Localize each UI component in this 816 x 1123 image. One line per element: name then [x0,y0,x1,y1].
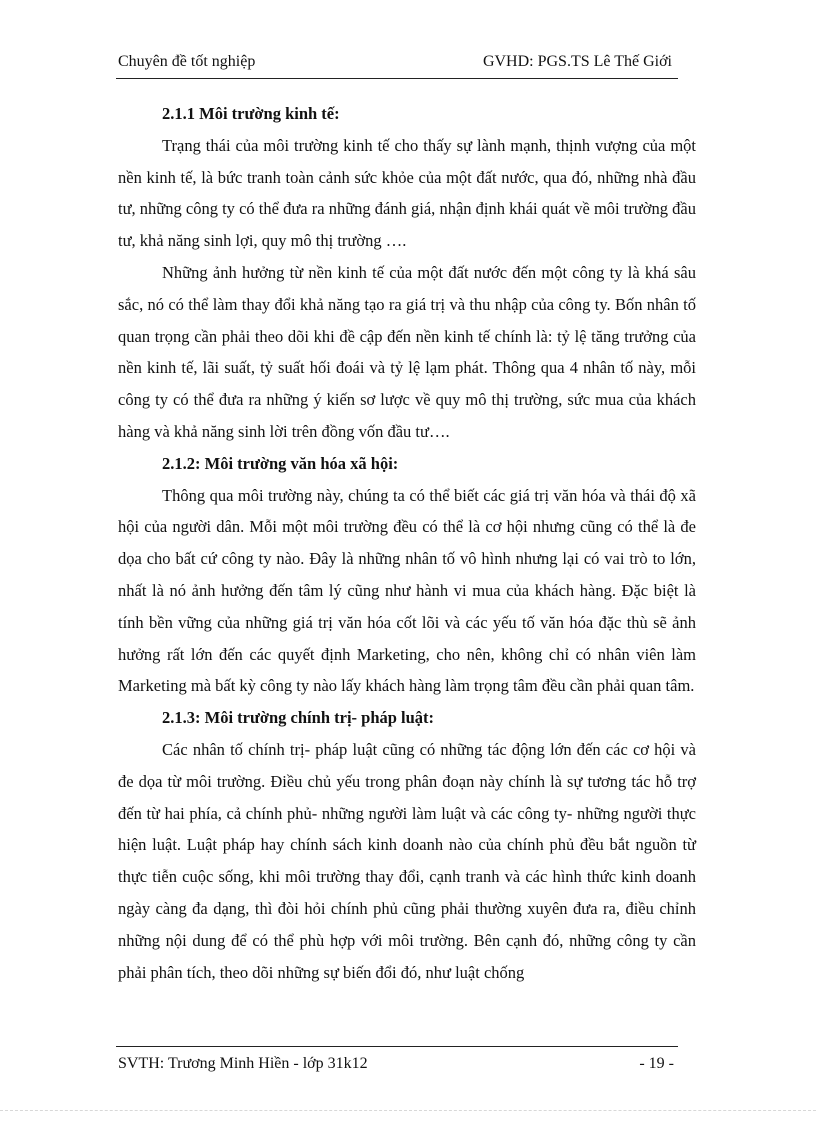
paragraph: Những ảnh hưởng từ nền kinh tế của một đất nước đến một công ty là khá sâu sắc, nó có thể làm thay đổi khả năng tạo ra giá trị và thu nhập của công ty. Bốn nhân tố quan trọng cần phải theo dõi khi đề cập đến nền kinh tế chính là: tỷ lệ tăng trưởng của nền kinh tế, lãi suất, tỷ suất hối đoái và tỷ lệ lạm phát. Thông qua 4 nhân tố này, mỗi công ty có thể đưa ra những ý kiến sơ lược về quy mô thị trường, sức mua của khách hàng và khả năng sinh lời trên đồng vốn đầu tư…. [118,262,696,441]
page-number: - 19 - [639,1055,674,1072]
page-boundary [0,1110,816,1111]
section-heading: 2.1.1 Môi trường kinh tế: [162,104,340,123]
section-heading: 2.1.2: Môi trường văn hóa xã hội: [162,453,399,473]
paragraph: Các nhân tố chính trị- pháp luật cũng có những tác động lớn đến các cơ hội và đe dọa từ môi trường. Điều chủ yếu trong phân đoạn này chính là sự tương tác hỗ trợ đến từ hai phía, cả chính phủ- những người làm luật và các công ty- những người thực hiện luật. Luật pháp hay chính sách kinh doanh nào của chính phủ đều bắt nguồn từ thực tiễn cuộc sống, khi môi trường thay đổi, cạnh tranh và các hình thức kinh doanh ngày càng đa dạng, thì đòi hỏi chính phủ cũng phải thường xuyên đưa ra, điều chỉnh những nội dung để có thể phù hợp với môi trường. Bên cạnh đó, những công ty cần phải phân tích, theo dõi những sự biến đổi đó, như luật chống [118,739,696,982]
header-rule [116,78,678,79]
page-header [118,50,674,74]
footer-rule [116,1046,678,1047]
paragraph: Trạng thái của môi trường kinh tế cho thấy sự lành mạnh, thịnh vượng của một nền kinh tế, là bức tranh toàn cảnh sức khỏe của một đất nước, qua đó, những nhà đầu tư, những công ty có thể đưa ra những đánh giá, nhận định khái quát về môi trường đầu tư, khả năng sinh lợi, quy mô thị trường …. [118,135,696,251]
section-heading: 2.1.3: Môi trường chính trị- pháp luật: [162,708,435,728]
paragraph: Thông qua môi trường này, chúng ta có thể biết các giá trị văn hóa và thái độ xã hội của người dân. Mỗi một môi trường đều có thể là cơ hội nhưng cũng có thể là đe dọa cho bất cứ công ty nào. Đây là những nhân tố vô hình nhưng lại có vai trò to lớn, nhất là nó ảnh hưởng đến tâm lý cũng như hành vi mua của khách hàng. Đặc biệt là tính bền vững của những giá trị văn hóa cốt lõi và các yếu tố văn hóa đặc thù sẽ ảnh hưởng rất lớn đến các quyết định Marketing, cho nên, không chỉ có nhân viên làm Marketing mà bất kỳ công ty nào lấy khách hàng làm trọng tâm đều cần phải quan tâm. [118,485,696,696]
section-economic-environment [118,98,696,448]
header-advisor: GVHD: PGS.TS Lê Thế Giới [482,53,672,70]
section-cultural-social-environment [118,448,696,702]
page-body [118,98,696,988]
header-document-type: Chuyên đề tốt nghiệp [118,53,256,70]
section-political-legal-environment [118,702,696,988]
footer-student: SVTH: Trương Minh Hiền - lớp 31k12 [118,1055,368,1072]
page-footer [118,1052,674,1076]
